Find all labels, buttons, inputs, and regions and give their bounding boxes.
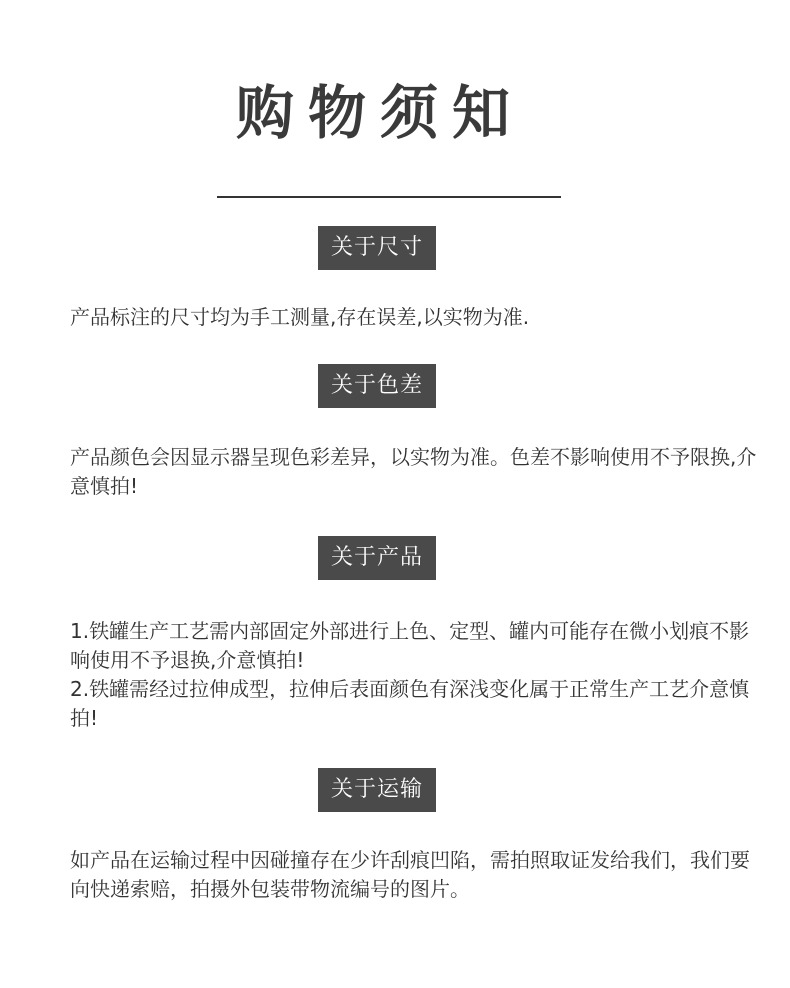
section-label-size: 关于尺寸 [318,226,436,270]
paragraph: 如产品在运输过程中因碰撞存在少许刮痕凹陷，需拍照取证发给我们，我们要向快递索赔，拍摄外包装带物流编号的图片。 [70,848,750,901]
paragraph: 产品标注的尺寸均为手工测量,存在误差,以实物为准. [70,305,530,329]
page-title: 购物须知 [235,79,524,147]
section-text-shipping [70,846,760,904]
section-label-color: 关于色差 [318,364,436,408]
title-divider [217,196,561,198]
paragraph: 2.铁罐需经过拉伸成型，拉伸后表面颜色有深浅变化属于正常生产工艺介意慎拍! [70,677,750,730]
section-text-color [70,443,760,501]
paragraph: 1.铁罐生产工艺需内部固定外部进行上色、定型、罐内可能存在微小划痕不影响使用不予退换,介意慎拍! [70,619,750,672]
paragraph: 产品颜色会因显示器呈现色彩差异，以实物为准。色差不影响使用不予限换,介意慎拍! [70,445,757,498]
section-label-product: 关于产品 [318,536,436,580]
section-text-size [70,303,760,332]
section-label-shipping: 关于运输 [318,768,436,812]
section-text-product [70,617,760,733]
